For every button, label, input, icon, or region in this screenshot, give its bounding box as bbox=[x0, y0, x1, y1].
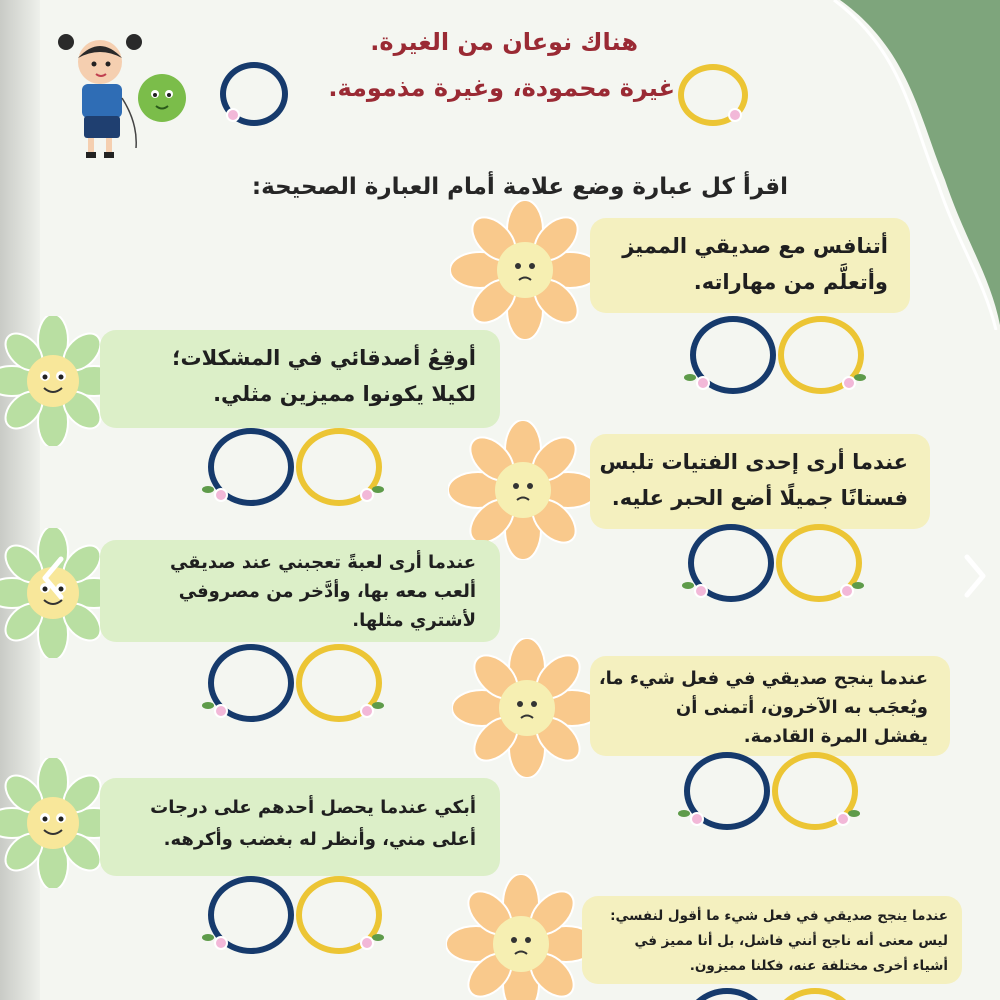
flower-bud-icon bbox=[694, 584, 708, 598]
flower-bud-icon bbox=[360, 704, 374, 718]
statement-line: عندما أرى لعبةً تعجبني عند صديقي bbox=[169, 552, 476, 573]
answer-rings-1 bbox=[682, 312, 872, 398]
flower-bud-icon bbox=[840, 584, 854, 598]
leaf-icon bbox=[684, 374, 696, 381]
chevron-left-icon bbox=[39, 553, 69, 603]
statement-line: عندما أرى إحدى الفتيات تلبس bbox=[599, 450, 908, 474]
answer-rings-5 bbox=[676, 748, 866, 834]
girl-with-balloon-icon bbox=[58, 28, 198, 168]
statement-line: لأشتري مثلها. bbox=[352, 610, 476, 631]
worried-flower-icon bbox=[450, 200, 600, 340]
answer-rings-3 bbox=[680, 520, 870, 606]
statement-line: أشياء أخرى مختلفة عنه، فكلنا مميزون. bbox=[689, 958, 948, 974]
statement-line: عندما ينجح صديقي في فعل شيء ما، bbox=[598, 668, 928, 689]
answer-rings-6 bbox=[200, 872, 390, 958]
instruction-text: اقرأ كل عبارة وضع علامة أمام العبارة الصحيحة: bbox=[251, 174, 788, 200]
answer-ring-gold[interactable] bbox=[772, 988, 858, 1000]
statement-line: فستانًا جميلًا أضع الحبر عليه. bbox=[611, 486, 908, 510]
statement-line: ويُعجَب به الآخرون، أتمنى أن bbox=[675, 697, 928, 718]
flower-bud-icon bbox=[360, 488, 374, 502]
leaf-icon bbox=[852, 582, 864, 589]
header-answer-rings bbox=[220, 62, 752, 130]
answer-ring-blue[interactable] bbox=[684, 988, 770, 1000]
statement-line: لكيلا يكونوا مميزين مثلي. bbox=[213, 382, 476, 406]
statement-line: عندما ينجح صديقي في فعل شيء ما أقول لنفسي: bbox=[610, 908, 948, 924]
prev-page-button[interactable] bbox=[34, 548, 74, 608]
worried-flower-icon bbox=[448, 420, 598, 560]
leaf-icon bbox=[202, 934, 214, 941]
statement-card-4 bbox=[100, 540, 500, 642]
flower-bud-icon bbox=[214, 704, 228, 718]
leaf-icon bbox=[372, 702, 384, 709]
flower-bud-icon bbox=[690, 812, 704, 826]
chevron-right-icon bbox=[959, 551, 989, 601]
flower-bud-icon bbox=[728, 108, 742, 122]
statement-card-6 bbox=[100, 778, 500, 876]
statement-line: يفشل المرة القادمة. bbox=[743, 726, 928, 747]
flower-bud-icon bbox=[842, 376, 856, 390]
flower-bud-icon bbox=[360, 936, 374, 950]
flower-bud-icon bbox=[214, 936, 228, 950]
answer-rings-7 bbox=[676, 984, 866, 1000]
leaf-icon bbox=[678, 810, 690, 817]
statement-line: أوقِعُ أصدقائي في المشكلات؛ bbox=[172, 346, 476, 370]
page-title-line1: هناك نوعان من الغيرة. bbox=[370, 28, 638, 56]
statement-line: أبكي عندما يحصل أحدهم على درجات bbox=[150, 797, 476, 818]
worried-flower-icon bbox=[446, 874, 596, 1000]
answer-rings-2 bbox=[200, 424, 390, 510]
statement-card-7 bbox=[582, 896, 962, 984]
statement-line: ألعب معه بها، وأدَّخر من مصروفي bbox=[178, 581, 476, 602]
statement-card-5 bbox=[590, 656, 950, 756]
answer-rings-4 bbox=[200, 640, 390, 726]
worried-flower-icon bbox=[452, 638, 602, 778]
leaf-icon bbox=[682, 582, 694, 589]
flower-bud-icon bbox=[836, 812, 850, 826]
statement-card-3 bbox=[590, 434, 930, 529]
leaf-icon bbox=[202, 702, 214, 709]
statement-line: وأتعلَّم من مهاراته. bbox=[693, 270, 888, 294]
leaf-icon bbox=[372, 934, 384, 941]
leaf-icon bbox=[202, 486, 214, 493]
statement-line: ليس معنى أنه ناجح أنني فاشل، بل أنا مميز في bbox=[634, 933, 948, 949]
leaf-icon bbox=[854, 374, 866, 381]
statement-line: أتنافس مع صديقي المميز bbox=[622, 234, 888, 258]
leaf-icon bbox=[372, 486, 384, 493]
next-page-button[interactable] bbox=[954, 546, 994, 606]
flower-bud-icon bbox=[696, 376, 710, 390]
statement-card-1 bbox=[590, 218, 910, 313]
statement-card-2 bbox=[100, 330, 500, 428]
leaf-icon bbox=[848, 810, 860, 817]
page-title-line2: غيرة محمودة، وغيرة مذمومة. bbox=[328, 74, 675, 102]
flower-bud-icon bbox=[226, 108, 240, 122]
statement-line: أعلى مني، وأنظر له بغضب وأكرهه. bbox=[163, 829, 476, 850]
flower-bud-icon bbox=[214, 488, 228, 502]
